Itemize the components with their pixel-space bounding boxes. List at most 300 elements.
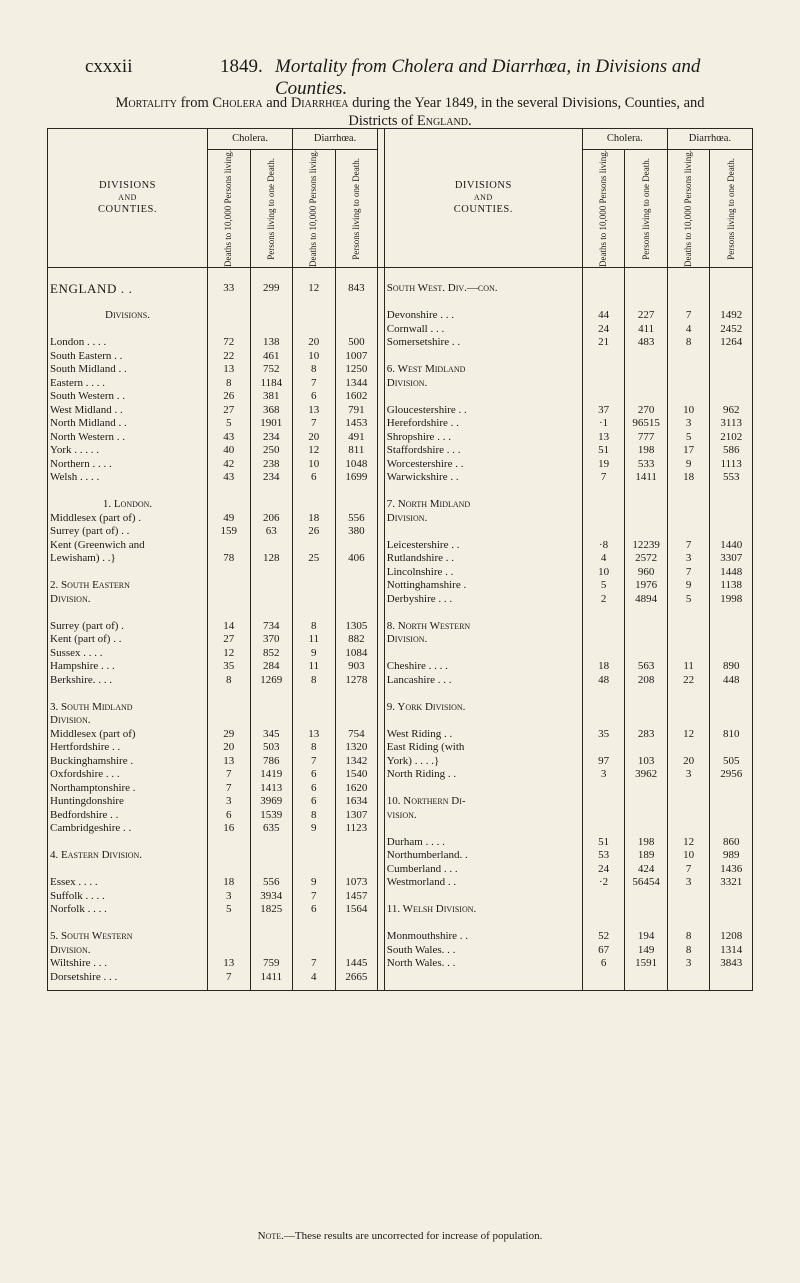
- right-county-name: Westmorland . .: [384, 876, 582, 890]
- left-county-name: [48, 485, 208, 499]
- right-county-name: [384, 647, 582, 661]
- left-cholera-deaths-cell: [208, 485, 251, 499]
- left-county-name: Divisions.: [48, 309, 208, 323]
- left-county-name: Bedfordshire . .: [48, 809, 208, 823]
- left-cholera-deaths-cell: 13: [208, 755, 251, 769]
- left-cholera-persons-cell: [250, 566, 293, 580]
- right-cholera-deaths-cell: 44: [582, 309, 625, 323]
- left-county-name: [48, 296, 208, 310]
- left-cholera-deaths-cell: 27: [208, 633, 251, 647]
- right-county-name: Warwickshire . .: [384, 471, 582, 485]
- left-diarrhoea-persons-cell: [335, 836, 378, 850]
- left-cholera-persons-cell: [250, 849, 293, 863]
- left-cholera-persons-cell: [250, 917, 293, 931]
- column-divider: [378, 620, 385, 634]
- table-row: [48, 471, 753, 485]
- left-diarrhoea-deaths-cell: [293, 606, 336, 620]
- left-cholera-persons-cell: 1825: [250, 903, 293, 917]
- right-county-name: Derbyshire . . .: [384, 593, 582, 607]
- right-cholera-deaths-cell: 24: [582, 863, 625, 877]
- right-diarrhoea-deaths-cell: 7: [667, 566, 710, 580]
- column-divider: [378, 687, 385, 701]
- left-county-name: Dorsetshire . . .: [48, 971, 208, 991]
- column-divider: [378, 876, 385, 890]
- table-row: [48, 431, 753, 445]
- left-cholera-deaths-cell: 43: [208, 431, 251, 445]
- left-cholera-deaths-cell: 27: [208, 404, 251, 418]
- left-county-name: Norfolk . . . .: [48, 903, 208, 917]
- left-diarrhoea-persons-cell: 491: [335, 431, 378, 445]
- left-diarrhoea-persons-cell: 1602: [335, 390, 378, 404]
- right-county-name: 7. North Midland: [384, 498, 582, 512]
- right-diarrhoea-deaths-cell: 9: [667, 579, 710, 593]
- right-diarrhoea-persons-cell: 890: [710, 660, 753, 674]
- left-county-name: South Midland . .: [48, 363, 208, 377]
- right-diarrhoea-persons-cell: 1113: [710, 458, 753, 472]
- right-diarrhoea-persons-cell: [710, 296, 753, 310]
- left-county-name: Suffolk . . . .: [48, 890, 208, 904]
- table-row: [48, 579, 753, 593]
- right-cholera-persons-cell: [625, 498, 668, 512]
- right-county-name: [384, 350, 582, 364]
- column-divider: [378, 431, 385, 445]
- left-cholera-persons-cell: [250, 944, 293, 958]
- table-row: [48, 512, 753, 526]
- left-cholera-deaths-cell: [208, 836, 251, 850]
- left-diarrhoea-persons-cell: 500: [335, 336, 378, 350]
- left-cholera-deaths-cell: 42: [208, 458, 251, 472]
- left-diarrhoea-persons-cell: [335, 863, 378, 877]
- left-cholera-deaths-cell: [208, 687, 251, 701]
- right-diarrhoea-persons-cell: [710, 606, 753, 620]
- left-county-name: Lewisham) . .}: [48, 552, 208, 566]
- right-cholera-deaths-cell: [582, 782, 625, 796]
- right-diarrhoea-persons-cell: 2452: [710, 323, 753, 337]
- left-cholera-persons-cell: 238: [250, 458, 293, 472]
- left-diarrhoea-deaths-cell: [293, 593, 336, 607]
- right-diarrhoea-deaths-cell: 9: [667, 458, 710, 472]
- left-county-name: [48, 687, 208, 701]
- right-cholera-persons-cell: [625, 512, 668, 526]
- right-county-name: East Riding (with: [384, 741, 582, 755]
- left-diarrhoea-deaths-cell: [293, 863, 336, 877]
- column-divider: [378, 444, 385, 458]
- left-diarrhoea-persons-cell: 380: [335, 525, 378, 539]
- left-cholera-deaths-cell: [208, 714, 251, 728]
- left-cholera-persons-cell: [250, 579, 293, 593]
- right-county-name: 8. North Western: [384, 620, 582, 634]
- right-county-name: [384, 890, 582, 904]
- right-cholera-deaths-cell: 18: [582, 660, 625, 674]
- left-diarrhoea-persons-cell: 1344: [335, 377, 378, 391]
- table-caption: [100, 94, 720, 130]
- left-diarrhoea-persons-cell: [335, 485, 378, 499]
- left-diarrhoea-persons-cell: [335, 566, 378, 580]
- right-cholera-persons-cell: [625, 633, 668, 647]
- right-cholera-persons-cell: 1411: [625, 471, 668, 485]
- right-cholera-persons-cell: 227: [625, 309, 668, 323]
- left-diarrhoea-deaths-cell: [293, 836, 336, 850]
- right-county-name: Durham . . . .: [384, 836, 582, 850]
- right-diarrhoea-deaths-cell: 7: [667, 863, 710, 877]
- left-diarrhoea-header: Diarrhœa.: [293, 129, 378, 150]
- left-cholera-persons-cell: 635: [250, 822, 293, 836]
- right-cholera-deaths-cell: 67: [582, 944, 625, 958]
- column-divider: [378, 525, 385, 539]
- right-diarrhoea-deaths-cell: [667, 363, 710, 377]
- right-cholera-deaths-cell: 35: [582, 728, 625, 742]
- table-row: [48, 606, 753, 620]
- right-cholera-deaths-cell: 3: [582, 768, 625, 782]
- left-diarrhoea-persons-cell: 1445: [335, 957, 378, 971]
- right-county-name: [384, 525, 582, 539]
- column-divider: [378, 633, 385, 647]
- left-cholera-persons-cell: 1269: [250, 674, 293, 688]
- column-divider: [378, 714, 385, 728]
- right-cholera-deaths-cell: 21: [582, 336, 625, 350]
- left-cholera-deaths-cell: 49: [208, 512, 251, 526]
- right-cholera-persons-cell: 12239: [625, 539, 668, 553]
- right-diarrhoea-persons-cell: 3843: [710, 957, 753, 971]
- right-cholera-persons-cell: 424: [625, 863, 668, 877]
- left-diarrhoea-deaths-cell: [293, 930, 336, 944]
- right-diarrhoea-deaths-cell: 3: [667, 957, 710, 971]
- right-diarrhoea-deaths-cell: 3: [667, 768, 710, 782]
- right-diarrhoea-deaths-cell: 17: [667, 444, 710, 458]
- right-diarrhoea-persons-cell: [710, 268, 753, 296]
- left-diarrhoea-persons-cell: 1457: [335, 890, 378, 904]
- left-cholera-deaths-cell: [208, 309, 251, 323]
- left-cholera-deaths-cell: [208, 849, 251, 863]
- left-diarrhoea-persons-cell: 1250: [335, 363, 378, 377]
- left-cholera-deaths-cell: 6: [208, 809, 251, 823]
- right-diarrhoea-persons-cell: 1436: [710, 863, 753, 877]
- left-cholera-deaths-cell: [208, 539, 251, 553]
- right-cholera-persons-cell: 533: [625, 458, 668, 472]
- left-county-name: Kent (part of) . .: [48, 633, 208, 647]
- right-cholera-deaths-cell: [582, 390, 625, 404]
- right-cholera-persons-cell: [625, 917, 668, 931]
- right-cholera-persons-cell: [625, 606, 668, 620]
- left-diarrhoea-persons-cell: 1320: [335, 741, 378, 755]
- left-cholera-deaths-cell: 8: [208, 674, 251, 688]
- left-county-name: [48, 836, 208, 850]
- column-divider: [378, 129, 385, 268]
- right-cholera-persons-cell: [625, 363, 668, 377]
- right-diarrhoea-persons-cell: 1998: [710, 593, 753, 607]
- left-cholera-persons-cell: 503: [250, 741, 293, 755]
- left-cholera-persons-cell: 461: [250, 350, 293, 364]
- column-divider: [378, 417, 385, 431]
- right-diarrhoea-persons-cell: [710, 741, 753, 755]
- right-diarrhoea-persons-cell: [710, 525, 753, 539]
- right-county-name: [384, 296, 582, 310]
- right-diarrhoea-persons-cell: 3307: [710, 552, 753, 566]
- left-cholera-deaths-cell: 78: [208, 552, 251, 566]
- left-cholera-deaths-cell: 3: [208, 795, 251, 809]
- column-divider: [378, 498, 385, 512]
- right-county-name: North Wales. . .: [384, 957, 582, 971]
- right-county-name: [384, 687, 582, 701]
- left-diarrhoea-deaths-cell: 6: [293, 903, 336, 917]
- left-diarrhoea-deaths-cell: 8: [293, 674, 336, 688]
- right-cholera-deaths-cell: [582, 701, 625, 715]
- right-cholera-deaths-cell: 5: [582, 579, 625, 593]
- right-cholera-persons-cell: 208: [625, 674, 668, 688]
- right-cholera-persons-cell: [625, 647, 668, 661]
- table-row: [48, 498, 753, 512]
- right-county-name: [384, 917, 582, 931]
- left-cholera-persons-cell: 206: [250, 512, 293, 526]
- left-cholera-deaths-cell: [208, 863, 251, 877]
- table-row: [48, 930, 753, 944]
- left-county-name: York . . . . .: [48, 444, 208, 458]
- right-diarrhoea-persons-cell: 1208: [710, 930, 753, 944]
- right-diarrhoea-deaths-cell: [667, 809, 710, 823]
- right-diarrhoea-persons-cell: [710, 903, 753, 917]
- right-cholera-deaths-cell: [582, 363, 625, 377]
- left-cholera-persons-cell: 345: [250, 728, 293, 742]
- right-diarrhoea-persons-cell: [710, 971, 753, 991]
- left-diarrhoea-deaths-cell: [293, 498, 336, 512]
- right-county-name: Division.: [384, 377, 582, 391]
- left-cholera-deaths-cell: [208, 498, 251, 512]
- left-cholera-persons-cell: 299: [250, 268, 293, 296]
- left-diarrhoea-deaths-cell: 20: [293, 431, 336, 445]
- right-cholera-persons-cell: [625, 377, 668, 391]
- right-diarrhoea-deaths-cell: [667, 512, 710, 526]
- right-cholera-header: Cholera.: [582, 129, 667, 150]
- right-diarrhoea-header: Diarrhœa.: [667, 129, 752, 150]
- right-cholera-deaths-cell: [582, 350, 625, 364]
- left-cholera-persons-cell: [250, 539, 293, 553]
- left-cholera-persons-cell: 234: [250, 431, 293, 445]
- left-diarrhoea-deaths-cell: 12: [293, 268, 336, 296]
- persons-header: Persons living to one Death.: [625, 150, 668, 268]
- left-cholera-persons-cell: [250, 836, 293, 850]
- right-name-header: DIVISIONS AND COUNTIES.: [384, 129, 582, 268]
- left-county-name: Division.: [48, 714, 208, 728]
- table-row: [48, 971, 753, 991]
- left-diarrhoea-deaths-cell: 6: [293, 768, 336, 782]
- left-cholera-deaths-cell: 14: [208, 620, 251, 634]
- right-diarrhoea-persons-cell: 505: [710, 755, 753, 769]
- right-cholera-deaths-cell: 52: [582, 930, 625, 944]
- right-cholera-persons-cell: [625, 741, 668, 755]
- right-cholera-deaths-cell: [582, 512, 625, 526]
- left-name-header: DIVISIONS AND COUNTIES.: [48, 129, 208, 268]
- right-diarrhoea-persons-cell: 1314: [710, 944, 753, 958]
- right-diarrhoea-persons-cell: 448: [710, 674, 753, 688]
- column-divider: [378, 701, 385, 715]
- left-diarrhoea-deaths-cell: 8: [293, 809, 336, 823]
- column-divider: [378, 323, 385, 337]
- left-cholera-deaths-cell: [208, 593, 251, 607]
- left-diarrhoea-persons-cell: 754: [335, 728, 378, 742]
- left-diarrhoea-persons-cell: [335, 944, 378, 958]
- left-diarrhoea-deaths-cell: [293, 917, 336, 931]
- left-cholera-persons-cell: 3934: [250, 890, 293, 904]
- right-diarrhoea-persons-cell: [710, 917, 753, 931]
- column-divider: [378, 363, 385, 377]
- left-cholera-persons-cell: 284: [250, 660, 293, 674]
- right-cholera-persons-cell: 198: [625, 444, 668, 458]
- column-divider: [378, 268, 385, 296]
- left-diarrhoea-deaths-cell: [293, 323, 336, 337]
- persons-header: Persons living to one Death.: [710, 150, 753, 268]
- right-cholera-deaths-cell: [582, 741, 625, 755]
- right-diarrhoea-persons-cell: [710, 377, 753, 391]
- right-cholera-persons-cell: [625, 971, 668, 991]
- left-cholera-deaths-cell: 29: [208, 728, 251, 742]
- left-diarrhoea-deaths-cell: [293, 579, 336, 593]
- column-divider: [378, 377, 385, 391]
- right-cholera-persons-cell: 270: [625, 404, 668, 418]
- left-county-name: Wiltshire . . .: [48, 957, 208, 971]
- right-county-name: South Wales. . .: [384, 944, 582, 958]
- right-cholera-deaths-cell: 53: [582, 849, 625, 863]
- right-diarrhoea-persons-cell: 1440: [710, 539, 753, 553]
- left-diarrhoea-persons-cell: 1084: [335, 647, 378, 661]
- right-diarrhoea-deaths-cell: [667, 647, 710, 661]
- right-county-name: Monmouthshire . .: [384, 930, 582, 944]
- right-diarrhoea-deaths-cell: [667, 296, 710, 310]
- left-cholera-persons-cell: 370: [250, 633, 293, 647]
- table-row: [48, 903, 753, 917]
- table-row: [48, 485, 753, 499]
- right-diarrhoea-deaths-cell: 10: [667, 404, 710, 418]
- right-county-name: 9. York Division.: [384, 701, 582, 715]
- column-divider: [378, 903, 385, 917]
- right-cholera-deaths-cell: 13: [582, 431, 625, 445]
- left-cholera-deaths-cell: 159: [208, 525, 251, 539]
- right-cholera-deaths-cell: [582, 917, 625, 931]
- right-cholera-deaths-cell: 51: [582, 836, 625, 850]
- right-diarrhoea-deaths-cell: 22: [667, 674, 710, 688]
- column-divider: [378, 863, 385, 877]
- left-diarrhoea-persons-cell: 1453: [335, 417, 378, 431]
- right-diarrhoea-deaths-cell: 10: [667, 849, 710, 863]
- page-title: Mortality from Cholera and Diarrhœa, in Divisions and Counties.: [275, 56, 701, 99]
- table-row: [48, 458, 753, 472]
- left-cholera-persons-cell: 1184: [250, 377, 293, 391]
- left-diarrhoea-persons-cell: [335, 606, 378, 620]
- right-diarrhoea-deaths-cell: [667, 485, 710, 499]
- caption-part2: and: [262, 95, 291, 111]
- right-county-name: Nottinghamshire .: [384, 579, 582, 593]
- column-divider: [378, 390, 385, 404]
- table-row: [48, 714, 753, 728]
- caption-part1: from: [176, 95, 213, 111]
- right-cholera-persons-cell: 1976: [625, 579, 668, 593]
- right-diarrhoea-deaths-cell: 3: [667, 876, 710, 890]
- left-diarrhoea-deaths-cell: 7: [293, 957, 336, 971]
- left-cholera-deaths-cell: 5: [208, 903, 251, 917]
- right-diarrhoea-deaths-cell: [667, 741, 710, 755]
- left-diarrhoea-persons-cell: 1307: [335, 809, 378, 823]
- left-diarrhoea-deaths-cell: 8: [293, 363, 336, 377]
- left-diarrhoea-deaths-cell: [293, 849, 336, 863]
- column-divider: [378, 539, 385, 553]
- left-diarrhoea-deaths-cell: 7: [293, 755, 336, 769]
- column-divider: [378, 782, 385, 796]
- right-cholera-persons-cell: 149: [625, 944, 668, 958]
- left-cholera-deaths-cell: 18: [208, 876, 251, 890]
- left-diarrhoea-deaths-cell: 6: [293, 471, 336, 485]
- right-cholera-deaths-cell: [582, 268, 625, 296]
- caption-diarrhoea: Diarrhœa: [290, 95, 349, 111]
- column-divider: [378, 512, 385, 526]
- right-diarrhoea-deaths-cell: [667, 620, 710, 634]
- left-county-name: Middlesex (part of): [48, 728, 208, 742]
- right-cholera-persons-cell: 198: [625, 836, 668, 850]
- right-county-name: [384, 714, 582, 728]
- right-diarrhoea-persons-cell: [710, 512, 753, 526]
- left-county-name: [48, 606, 208, 620]
- table-row: [48, 268, 753, 296]
- right-county-name: Gloucestershire . .: [384, 404, 582, 418]
- left-county-name: North Western . .: [48, 431, 208, 445]
- left-cholera-persons-cell: 752: [250, 363, 293, 377]
- left-cholera-persons-cell: 381: [250, 390, 293, 404]
- left-cholera-persons-cell: [250, 485, 293, 499]
- table-row: [48, 876, 753, 890]
- left-cholera-persons-cell: 1411: [250, 971, 293, 991]
- table-row: [48, 849, 753, 863]
- right-diarrhoea-deaths-cell: [667, 903, 710, 917]
- right-cholera-persons-cell: [625, 268, 668, 296]
- column-divider: [378, 566, 385, 580]
- right-diarrhoea-deaths-cell: [667, 350, 710, 364]
- right-diarrhoea-persons-cell: [710, 498, 753, 512]
- table-row: [48, 552, 753, 566]
- right-diarrhoea-persons-cell: 2102: [710, 431, 753, 445]
- column-divider: [378, 606, 385, 620]
- column-divider: [378, 822, 385, 836]
- right-cholera-deaths-cell: 2: [582, 593, 625, 607]
- right-diarrhoea-persons-cell: 1492: [710, 309, 753, 323]
- right-cholera-deaths-cell: [582, 714, 625, 728]
- right-county-name: Staffordshire . . .: [384, 444, 582, 458]
- right-diarrhoea-deaths-cell: 8: [667, 930, 710, 944]
- right-diarrhoea-persons-cell: 553: [710, 471, 753, 485]
- left-diarrhoea-persons-cell: 1634: [335, 795, 378, 809]
- table-row: [48, 593, 753, 607]
- right-county-name: 11. Welsh Division.: [384, 903, 582, 917]
- left-diarrhoea-deaths-cell: 12: [293, 444, 336, 458]
- left-diarrhoea-persons-cell: [335, 296, 378, 310]
- left-diarrhoea-persons-cell: 556: [335, 512, 378, 526]
- left-cholera-deaths-cell: 12: [208, 647, 251, 661]
- column-divider: [378, 944, 385, 958]
- right-cholera-deaths-cell: ·1: [582, 417, 625, 431]
- right-cholera-persons-cell: [625, 296, 668, 310]
- table-row: [48, 566, 753, 580]
- column-divider: [378, 768, 385, 782]
- column-divider: [378, 930, 385, 944]
- left-diarrhoea-deaths-cell: 9: [293, 822, 336, 836]
- right-county-name: Rutlandshire . .: [384, 552, 582, 566]
- right-cholera-persons-cell: [625, 485, 668, 499]
- left-cholera-deaths-cell: 35: [208, 660, 251, 674]
- right-diarrhoea-persons-cell: [710, 782, 753, 796]
- left-diarrhoea-persons-cell: 843: [335, 268, 378, 296]
- left-cholera-deaths-cell: 22: [208, 350, 251, 364]
- footnote-text: —These results are uncorrected for increase of population.: [283, 1230, 543, 1242]
- left-cholera-deaths-cell: 13: [208, 957, 251, 971]
- right-cholera-persons-cell: 194: [625, 930, 668, 944]
- left-diarrhoea-persons-cell: 1620: [335, 782, 378, 796]
